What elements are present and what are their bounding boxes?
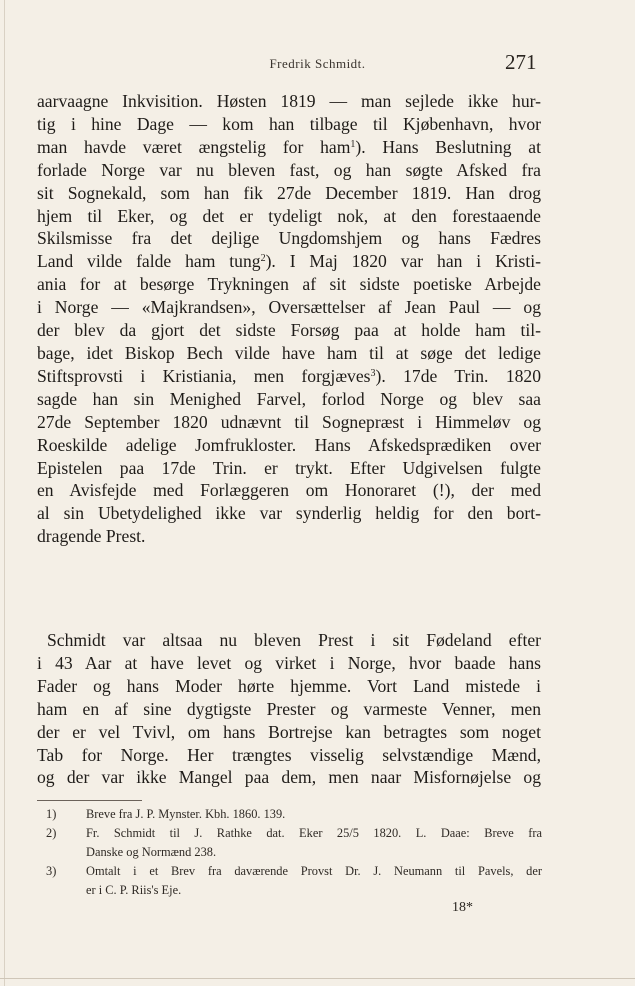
footnote-line: Danske og Normænd 238. (86, 845, 217, 859)
text-line: man havde været ængstelig for ham$^1$). Hans Beslutning at (37, 136, 541, 157)
text-line: bage, idet Biskop Bech vilde have ham til at søge det ledige (37, 342, 541, 363)
text-line: Roeskilde adelige Jomfrukloster. Hans Afskedsprædiken over (37, 434, 541, 455)
footnote-marker: 2) (46, 826, 57, 840)
page-number: 271 (505, 50, 537, 74)
text-line: hjem til Eker, og det er tydeligt nok, at den forestaaende (37, 205, 541, 226)
text-line: Skilsmisse fra det dejlige Ungdomshjem og hans Fædres (37, 228, 541, 249)
footnote-marker: 1) (46, 807, 57, 821)
text-line: al sin Ubetydelighed ikke var synderlig heldig for den bort- (37, 503, 541, 524)
text-line: 27de September 1820 udnævnt til Sognepræst i Himmeløv og (37, 411, 541, 432)
text-line: ania for at besørge Trykningen af sit sidste poetiske Arbejde (37, 274, 541, 295)
footnote-ref-1: 1 (350, 138, 356, 150)
paragraph-1 (37, 90, 541, 548)
text-line: Stiftsprovsti i Kristiania, men forgjæves$^3$). 17de Trin. 1820 (37, 365, 542, 386)
text-line: i Norge — «Majkrandsen», Oversættelser af Jean Paul — og (37, 297, 541, 318)
text-line: tig i hine Dage — kom han tilbage til Kjøbenhavn, hvor (37, 113, 541, 134)
footnote-line: Fr. Schmidt til J. Rathke dat. Eker 25/5 1820. L. Daae: Breve fra (86, 826, 542, 840)
signature-mark: 18* (452, 900, 473, 915)
footnote-line: Breve fra J. P. Mynster. Kbh. 1860. 139. (86, 807, 286, 821)
text-line: der er vel Tvivl, om hans Bortrejse kan betragtes som noget (37, 721, 541, 742)
text-line: Epistelen paa 17de Trin. er trykt. Efter Udgivelsen fulgte (37, 457, 541, 478)
running-head: Fredrik Schmidt. (269, 56, 366, 71)
text-line: Fader og hans Moder hørte hjemme. Vort Land mistede i (37, 675, 541, 696)
text-line: en Avisfejde med Forlæggeren om Honoraret (!), der med (37, 480, 541, 501)
footnote-2 (46, 824, 542, 862)
paragraph-2 (37, 629, 541, 789)
footnote-rule (37, 800, 142, 801)
footnote-marker: 3) (46, 864, 57, 878)
footnotes (46, 805, 542, 900)
text-line: der blev da gjort det sidste Forsøg paa at holde ham til- (37, 320, 541, 341)
text-line: aarvaagne Inkvisition. Høsten 1819 — man sejlede ikke hur- (37, 91, 541, 111)
text-line: Tab for Norge. Her trængtes visselig selvstændige Mænd, (37, 744, 541, 765)
page-bottom-edge (0, 978, 635, 979)
text-line: sit Sognekald, som han fik 27de December 1819. Han drog (37, 182, 541, 203)
text-line: Land vilde falde ham tung$^2$). I Maj 1820 var han i Kristi- (37, 251, 542, 272)
footnote-1 (46, 805, 542, 824)
footnote-3 (46, 862, 542, 900)
text-line: og der var ikke Mangel paa dem, men naar Misfornøjelse og (37, 767, 541, 788)
footnote-line: er i C. P. Riis's Eje. (86, 883, 182, 897)
text-line: forlade Norge var nu bleven fast, og han søgte Afsked fra (37, 159, 541, 180)
text-line: i 43 Aar at have levet og virket i Norge, hvor baade hans (37, 652, 541, 673)
text-line: ham en af sine dygtigste Prester og varmeste Venner, men (37, 698, 541, 719)
footnote-ref-3: 3 (370, 367, 376, 379)
page-left-edge (4, 0, 5, 986)
text-line: dragende Prest. (37, 526, 146, 547)
text-line: Schmidt var altsaa nu bleven Prest i sit Fødeland efter (47, 630, 541, 650)
text-line: sagde han sin Menighed Farvel, forlod Norge og blev saa (37, 388, 541, 409)
footnote-line: Omtalt i et Brev fra daværende Provst Dr. J. Neumann til Pavels, der (86, 864, 542, 878)
footnote-ref-2: 2 (260, 253, 266, 265)
